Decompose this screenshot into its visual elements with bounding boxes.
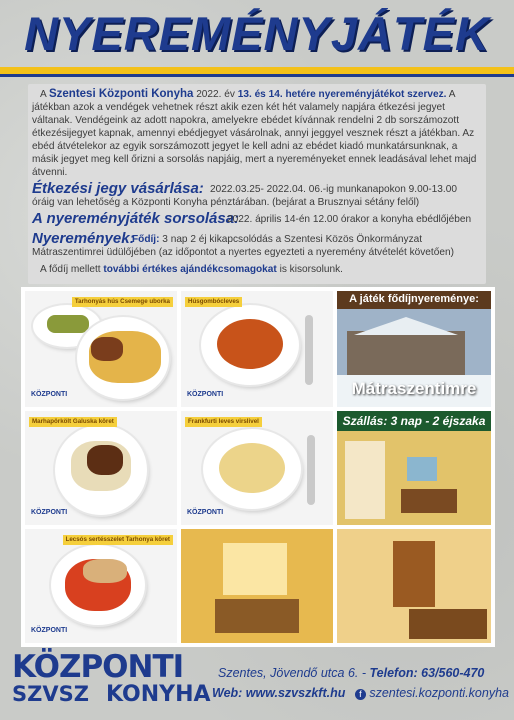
food-photo-4 bbox=[181, 411, 333, 525]
intro-text-b: 2022. év bbox=[193, 89, 238, 100]
food-label-2: Húsgombócleves bbox=[185, 297, 242, 307]
small-logo-line1: KÖZPONTI bbox=[31, 391, 68, 398]
kitchen-logo-small bbox=[31, 627, 67, 634]
food-label-1: Tarhonyás hús Csemege uborka bbox=[72, 297, 173, 307]
extra-prizes bbox=[40, 263, 490, 276]
footer-web[interactable]: Web: www.szvszkft.hu bbox=[212, 686, 346, 700]
intro-paragraph bbox=[32, 88, 482, 179]
wardrobe bbox=[393, 541, 435, 607]
food-photo-5 bbox=[25, 529, 177, 643]
extra-text-c: is kisorsolunk. bbox=[276, 264, 343, 275]
house bbox=[347, 331, 465, 375]
prize-photo-house bbox=[337, 291, 491, 407]
prize-banner-text: A játék fődíjnyereménye: bbox=[349, 293, 479, 305]
small-logo-line1: KÖZPONTI bbox=[31, 627, 68, 634]
meatball-soup bbox=[217, 319, 283, 369]
small-logo-line1: KÖZPONTI bbox=[187, 391, 224, 398]
sofa bbox=[409, 609, 487, 639]
food-label-3: Marhapörkölt Galuska köret bbox=[29, 417, 117, 427]
prize-place-name: Mátraszentimre bbox=[351, 379, 477, 398]
facebook-icon: f bbox=[355, 689, 366, 700]
title-underline-blue bbox=[0, 74, 514, 77]
spoon bbox=[305, 315, 313, 385]
intro-text-a: A bbox=[40, 89, 49, 100]
window bbox=[407, 457, 437, 481]
logo-left-text: SZVSZ bbox=[12, 682, 89, 706]
logo-right-text: KONYHA bbox=[106, 682, 211, 707]
small-logo-line1: KÖZPONTI bbox=[187, 509, 224, 516]
extra-prizes-highlight: további értékes ajándékcsomagokat bbox=[103, 264, 277, 275]
kitchen-logo-small bbox=[187, 391, 223, 398]
food-photo-3 bbox=[25, 411, 177, 525]
org-name: Szentesi Központi Konyha bbox=[48, 88, 194, 100]
prizes-paragraph bbox=[32, 233, 482, 259]
meat bbox=[91, 337, 123, 361]
bed bbox=[215, 599, 299, 633]
pork-slice bbox=[83, 559, 127, 583]
prizes-text: 3 nap 2 éj kikapcsolódás a Szentesi Közös Önkormányzat Mátraszentimrei üdülőjében (az időpontot a nyertes egyezteti a nyeremény átvételét követően) bbox=[32, 234, 454, 258]
draw-text: 2022. április 14-én 12.00 órakor a konyha ebédlőjében bbox=[227, 214, 472, 225]
kitchen-logo-small bbox=[31, 391, 67, 398]
food-photo-2 bbox=[181, 291, 333, 407]
prize-photo-room3 bbox=[337, 529, 491, 643]
table bbox=[401, 489, 457, 513]
footer-online bbox=[212, 686, 509, 700]
footer-logo bbox=[6, 649, 211, 714]
footer-facebook[interactable]: szentesi.kozponti.konyha bbox=[369, 686, 509, 700]
small-logo-line1: KÖZPONTI bbox=[31, 509, 68, 516]
curtained-window bbox=[223, 543, 287, 595]
intro-text-c: A játékban azok a vendégek vehetnek részt akik ezen két hét valamely napjára étkezési jegyet váltanak. Vendégeink az adott napokra, amelyekre ebédet kívánnak rendelni 2 db sorszámozott étkezésijegyet kapnak, amennyi ebédjegyet vásárolnak, annyi jeggyel vesznek részt a játékban. Az ebéd átvételekor az egyik sorszámozott jegyet le kell adni az ebédet kiadó munkatársunknak, a másik jegyet meg kell őrizni a sorsolás napjáig, mert a nyereményeket ennek leadásával lehet majd átvenni. bbox=[32, 89, 477, 178]
purchase-text: 2022.03.25- 2022.04. 06.-ig munkanapokon 9.00-13.00 óráig van lehetőség a Központi Konyha pénztárában. (bejárat a Brusznyai sétány felől) bbox=[32, 184, 457, 208]
extra-text-a: A fődíj mellett bbox=[40, 264, 104, 275]
frankfurter-soup bbox=[219, 443, 285, 493]
pickles bbox=[47, 315, 89, 333]
logo-top-text: KÖZPONTI bbox=[12, 649, 184, 685]
food-label-5: Lecsós sertésszelet Tarhonya köret bbox=[63, 535, 173, 545]
food-label-4: Frankfurti leves virslivel bbox=[185, 417, 262, 427]
footer-address: Szentes, Jövendő utca 6. - bbox=[218, 666, 367, 680]
stay-text: Szállás: 3 nap - 2 éjszaka bbox=[342, 414, 486, 428]
footer-contact bbox=[218, 666, 484, 680]
title-underline-yellow bbox=[0, 67, 514, 74]
main-prize-label: Fődíj: bbox=[132, 234, 160, 245]
kitchen-logo-small bbox=[31, 509, 67, 516]
photo-grid bbox=[21, 287, 495, 647]
page-title: NYEREMÉNYJÁTÉK bbox=[24, 7, 490, 60]
prizes-heading: Nyeremények: bbox=[32, 230, 135, 247]
marhaporkolt bbox=[87, 445, 123, 475]
footer-phone: Telefon: 63/560-470 bbox=[369, 666, 485, 680]
game-weeks: 13. és 14. hetére nyereményjátékot szervez. bbox=[237, 89, 447, 100]
kitchen-logo-small bbox=[187, 509, 223, 516]
prize-photo-room1 bbox=[337, 411, 491, 525]
purchase-heading: Étkezési jegy vásárlása: bbox=[32, 180, 204, 197]
doorway bbox=[345, 441, 385, 519]
prize-photo-room2 bbox=[181, 529, 333, 643]
spoon bbox=[307, 435, 315, 505]
draw-heading: A nyereményjáték sorsolása: bbox=[32, 210, 240, 227]
food-photo-1 bbox=[25, 291, 177, 407]
